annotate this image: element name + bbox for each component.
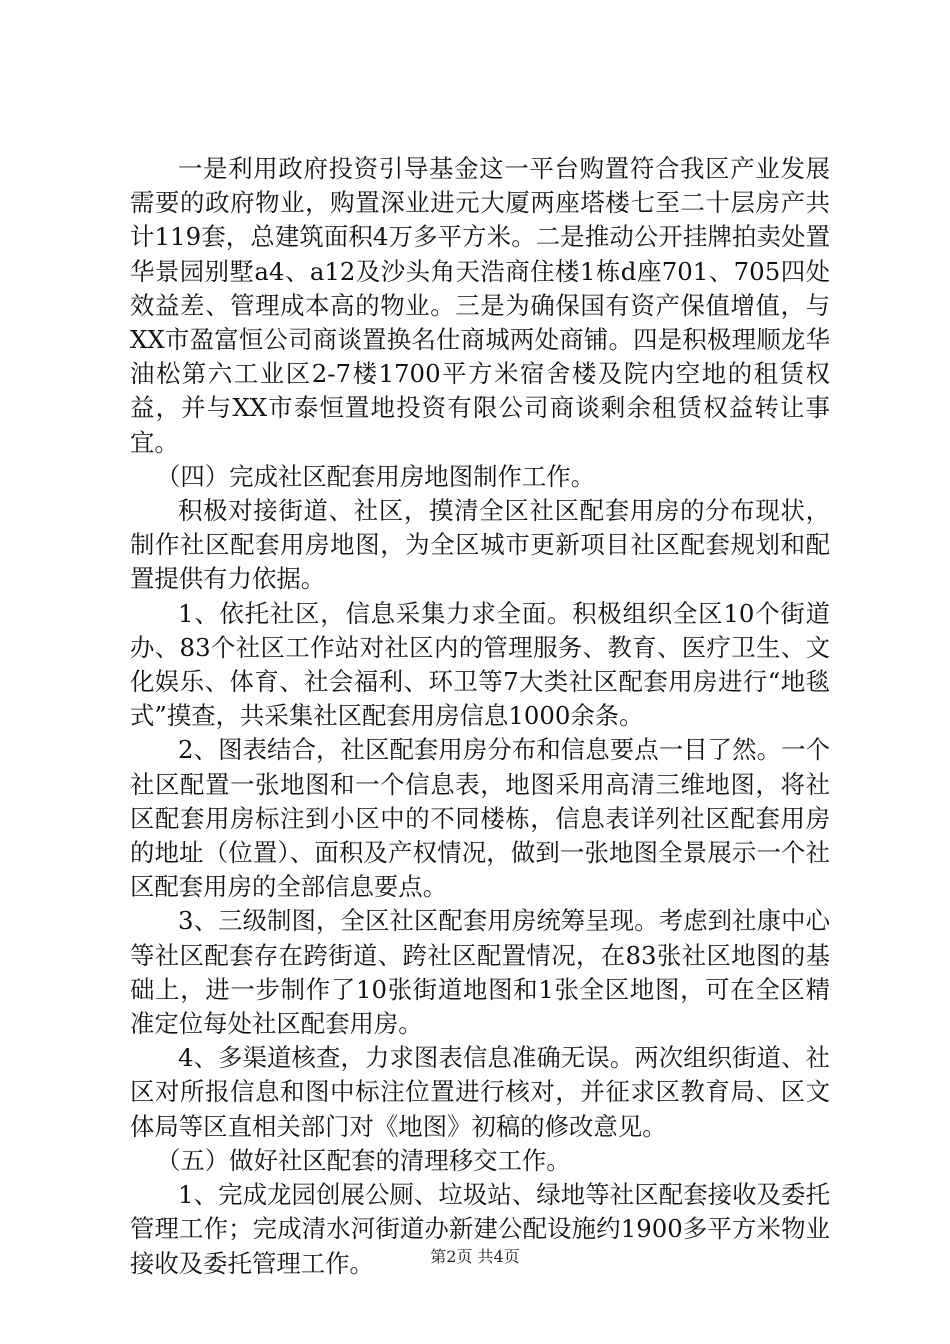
paragraph-handover-item-1: 1、完成龙园创展公厕、垃圾站、绿地等社区配套接收及委托管理工作；完成清水河街道办新建公配设施约1900多平方米物业接收及委托管理工作。 <box>130 1180 830 1278</box>
paragraph-item-3: 3、三级制图，全区社区配套用房统筹呈现。考虑到社康中心等社区配套存在跨街道、跨社区配置情况，在83张社区地图的基础上，进一步制作了10张街道地图和1张全区地图，可在全区精准定位每处社区配套用房。 <box>130 906 830 1039</box>
paragraph-property-acquisition: 一是利用政府投资引导基金这一平台购置符合我区产业发展需要的政府物业，购置深业进元大厦两座塔楼七至二十层房产共计119套，总建筑面积4万多平方米。二是推动公开挂牌拍卖处置华景园别墅a4、a12及沙头角天浩商住楼1栋d座701、705四处效益差、管理成本高的物业。三是为确保国有资产保值增值，与XX市盈富恒公司商谈置换名仕商城两处商铺。四是积极理顺龙华油松第六工业区2-7楼1700平方米宿舍楼及院内空地的租赁权益，并与XX市泰恒置地投资有限公司商谈剩余租赁权益转让事宜。 <box>130 154 830 457</box>
paragraph-community-map-intro: 积极对接街道、社区，摸清全区社区配套用房的分布现状，制作社区配套用房地图，为全区城市更新项目社区配套规划和配置提供有力依据。 <box>130 496 830 594</box>
document-body <box>130 152 830 1281</box>
section-heading-5: （五）做好社区配套的清理移交工作。 <box>156 1145 571 1175</box>
paragraph-item-2: 2、图表结合，社区配套用房分布和信息要点一目了然。一个社区配置一张地图和一个信息表，地图采用高清三维地图，将社区配套用房标注到小区中的不同楼栋，信息表详列社区配套用房的地址（位置）、面积及产权情况，做到一张地图全景展示一个社区配套用房的全部信息要点。 <box>130 735 830 902</box>
paragraph-item-4: 4、多渠道核查，力求图表信息准确无误。两次组织街道、社区对所报信息和图中标注位置进行核对，并征求区教育局、区文体局等区直相关部门对《地图》初稿的修改意见。 <box>130 1043 830 1141</box>
page-number-footer: 第2页 共4页 <box>430 1247 520 1266</box>
paragraph-item-1: 1、依托社区，信息采集力求全面。积极组织全区10个街道办、83个社区工作站对社区内的管理服务、教育、医疗卫生、文化娱乐、体育、社会福利、环卫等7大类社区配套用房进行“地毯式”摸查，共采集社区配套用房信息1000余条。 <box>130 598 830 731</box>
section-heading-4: （四）完成社区配套用房地图制作工作。 <box>156 461 596 491</box>
